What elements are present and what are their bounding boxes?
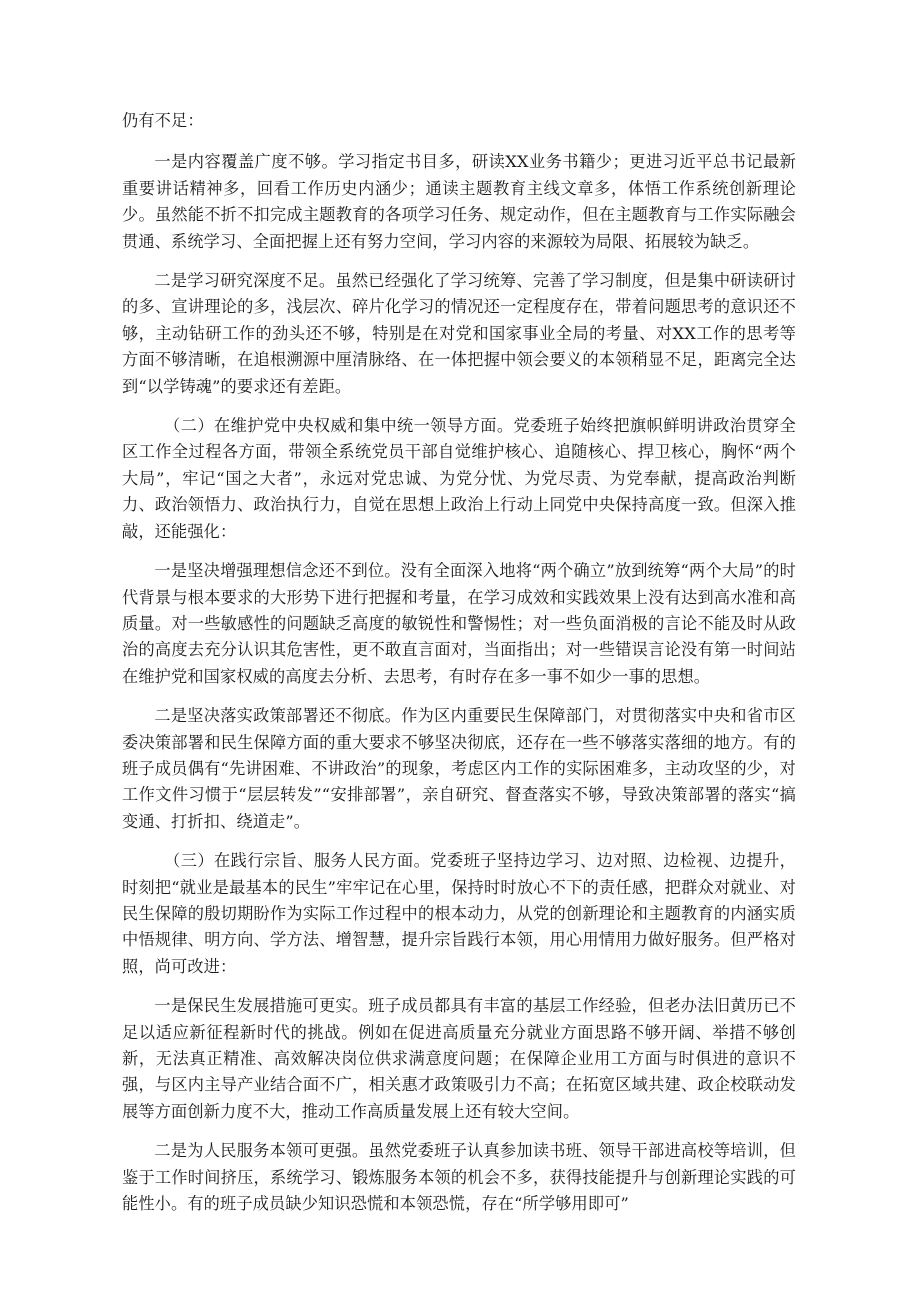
section-heading-paragraph-3: （三）在践行宗旨、服务人民方面。党委班子坚持边学习、边对照、边检视、边提升，时刻把“就业是最基本的民生”牢牢记在心里，保持时时放心不下的责任感，把群众对就业、对民生保障的殷切期盼作为实际工作过程中的根本动力，从党的创新理论和主题教育的内涵实质中悟规律、明方向、学方法、增智慧，提升宗旨践行本领，用心用情用力做好服务。但严格对照，尚可改进：	[122, 851, 796, 976]
paragraph-intro: 仍有不足：	[122, 111, 204, 130]
document-page	[122, 108, 796, 1230]
paragraph-ideals-beliefs: 一是坚决增强理想信念还不到位。没有全面深入地将“两个确立”放到统筹“两个大局”的时代背景与根本要求的大形势下进行把握和考量，在学习成效和实践效果上没有达到高水准和高质量。对一些敏感性的问题缺乏高度的敏锐性和警惕性；对一些负面消极的言论不能及时从政治的高度去充分认识其危害性，更不敢直言面对，当面指出；对一些错误言论没有第一时间站在维护党和国家权威的高度去分析、去思考，有时存在多一事不如少一事的思想。	[122, 561, 796, 686]
paragraph-study-depth: 二是学习研究深度不足。虽然已经强化了学习统筹、完善了学习制度，但是集中研读研讨的多、宣讲理论的多，浅层次、碎片化学习的情况还一定程度存在，带着问题思考的意识还不够，主动钻研工作的劲头还不够，特别是在对党和国家事业全局的考量、对XX工作的思考等方面不够清晰，在追根溯源中厘清脉络、在一体把握中领会要义的本领稍显不足，距离完全达到“以学铸魂”的要求还有差距。	[122, 271, 796, 396]
paragraph-livelihood-measures: 一是保民生发展措施可更实。班子成员都具有丰富的基层工作经验，但老办法旧黄历已不足以适应新征程新时代的挑战。例如在促进高质量充分就业方面思路不够开阔、举措不够创新，无法真正精准、高效解决岗位供求满意度问题；在保障企业用工方面与时俱进的意识不强，与区内主导产业结合面不广，相关惠才政策吸引力不高；在拓宽区域共建、政企校联动发展等方面创新力度不大，推动工作高质量发展上还有较大空间。	[122, 996, 796, 1121]
paragraph-content-coverage: 一是内容覆盖广度不够。学习指定书目多，研读XX业务书籍少；更进习近平总书记最新重要讲话精神多，回看工作历史内涵少；通读主题教育主线文章多，体悟工作系统创新理论少。虽然能不折不扣完成主题教育的各项学习任务、规定动作，但在主题教育与工作实际融会贯通、系统学习、全面把握上还有努力空间，学习内容的来源较为局限、拓展较为缺乏。	[122, 152, 796, 251]
section-heading-paragraph-2: （二）在维护党中央权威和集中统一领导方面。党委班子始终把旗帜鲜明讲政治贯穿全区工作全过程各方面，带领全系统党员干部自觉维护核心、追随核心、捍卫核心，胸怀“两个大局”，牢记“国之大者”，永远对党忠诚、为党分忧、为党尽责、为党奉献，提高政治判断力、政治领悟力、政治执行力，自觉在思想上政治上行动上同党中央保持高度一致。但深入推敲，还能强化：	[122, 416, 796, 541]
paragraph-policy-implementation: 二是坚决落实政策部署还不彻底。作为区内重要民生保障部门，对贯彻落实中央和省市区委决策部署和民生保障方面的重大要求不够坚决彻底，还存在一些不够落实落细的地方。有的班子成员偶有“先讲困难、不讲政治”的现象，考虑区内工作的实际困难多，主动攻坚的少，对工作文件习惯于“层层转发”“安排部署”，亲自研究、督查落实不够，导致决策部署的落实“搞变通、打折扣、绕道走”。	[122, 706, 796, 831]
paragraph-service-ability: 二是为人民服务本领可更强。虽然党委班子认真参加读书班、领导干部进高校等培训，但鉴于工作时间挤压，系统学习、锻炼服务本领的机会不多，获得技能提升与创新理论实践的可能性小。有的班子成员缺少知识恐慌和本领恐慌，存在“所学够用即可”	[122, 1141, 796, 1214]
